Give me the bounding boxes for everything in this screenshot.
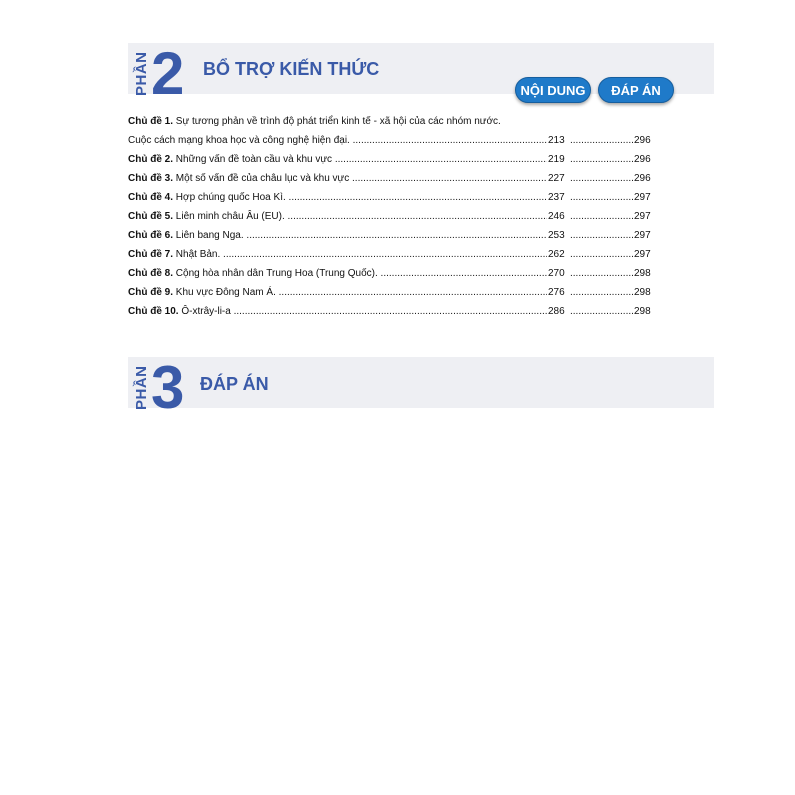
answers-button[interactable]: ĐÁP ÁN [598, 77, 674, 103]
toc-row[interactable] [128, 248, 658, 262]
part2-word: PHẦN [133, 51, 150, 96]
part3-word: PHẦN [133, 365, 150, 410]
toc-row[interactable] [128, 115, 658, 129]
toc-topic-title: Sự tương phản về trình độ phát triển kinh tế - xã hội của các nhóm nước. [175, 116, 501, 127]
toc-entry-text [128, 210, 547, 224]
part2-number: 2 [151, 40, 185, 107]
toc-content-page: 227 [548, 173, 565, 184]
toc-topic-title: Hợp chúng quốc Hoa Kì. [175, 192, 286, 203]
toc-topic-title: Liên minh châu Âu (EU). [175, 211, 285, 222]
toc-topic-title: Nhật Bản. [175, 249, 221, 260]
part2-title: BỔ TRỢ KIẾN THỨC [203, 59, 380, 79]
toc-topic-title: Cuộc cách mạng khoa học và công nghệ hiện đại. [128, 135, 350, 146]
toc-topic-title: Cộng hòa nhân dân Trung Hoa (Trung Quốc). [175, 268, 378, 279]
toc-topic-label: Chủ đề 9. [128, 287, 174, 298]
toc-content-page: 270 [548, 268, 565, 279]
toc-row[interactable] [128, 153, 658, 167]
part3-title: ĐÁP ÁN [200, 374, 269, 394]
toc-content-page: 276 [548, 287, 565, 298]
toc-topic-label: Chủ đề 8. [128, 268, 174, 279]
toc-row[interactable] [128, 172, 658, 186]
toc-leader-dots [570, 172, 634, 186]
toc-answer-page: 296 [634, 173, 651, 184]
toc-topic-title: Ô-xtrây-li-a [181, 306, 231, 317]
toc-content-page: 262 [548, 249, 565, 260]
toc-leader-dots [570, 191, 634, 205]
toc-entry-text [128, 267, 547, 281]
toc-entry-text [128, 134, 547, 148]
toc-topic-title: Khu vực Đông Nam Á. [175, 287, 276, 298]
toc-entry-text [128, 305, 547, 319]
toc-topic-label: Chủ đề 4. [128, 192, 174, 203]
toc-answer-page: 297 [634, 249, 651, 260]
toc-content-page: 213 [548, 135, 565, 146]
toc-entry-text [128, 115, 547, 129]
toc-answer-page: 296 [634, 154, 651, 165]
toc-entry-text [128, 248, 547, 262]
toc-content-page: 246 [548, 211, 565, 222]
toc-topic-label: Chủ đề 5. [128, 211, 174, 222]
toc-leader-dots [570, 210, 634, 224]
toc-answer-page: 297 [634, 230, 651, 241]
toc-row[interactable] [128, 134, 658, 148]
toc-leader-dots [570, 248, 634, 262]
toc-leader-dots [570, 153, 634, 167]
toc-leader-dots [570, 286, 634, 300]
toc-row[interactable] [128, 286, 658, 300]
toc-entry-text [128, 172, 547, 186]
toc-row[interactable] [128, 267, 658, 281]
part3-number: 3 [151, 354, 185, 421]
toc-entry-text [128, 229, 547, 243]
toc-leader-dots [570, 305, 634, 319]
toc-row[interactable] [128, 305, 658, 319]
toc-leader-dots [570, 267, 634, 281]
toc-answer-page: 296 [634, 135, 651, 146]
toc-content-page: 286 [548, 306, 565, 317]
toc-content-page: 237 [548, 192, 565, 203]
toc-topic-label: Chủ đề 7. [128, 249, 174, 260]
toc-leader-dots [570, 229, 634, 243]
toc-answer-page: 298 [634, 306, 651, 317]
toc-entry-text [128, 153, 547, 167]
toc-topic-label: Chủ đề 1. [128, 116, 174, 127]
toc-topic-label: Chủ đề 6. [128, 230, 174, 241]
toc-answer-page: 297 [634, 211, 651, 222]
toc-entry-text [128, 191, 547, 205]
toc-topic-label: Chủ đề 3. [128, 173, 174, 184]
toc-answer-page: 298 [634, 268, 651, 279]
toc-topic-label: Chủ đề 2. [128, 154, 174, 165]
toc-topic-title: Liên bang Nga. [175, 230, 244, 241]
toc-leader-dots [570, 134, 634, 148]
toc-topic-title: Những vấn đề toàn cầu và khu vực [175, 154, 333, 165]
toc-row[interactable] [128, 210, 658, 224]
toc-topic-title: Một số vấn đề của châu lục và khu vực [175, 173, 350, 184]
toc-topic-label: Chủ đề 10. [128, 306, 179, 317]
toc-content-page: 253 [548, 230, 565, 241]
toc-content-page: 219 [548, 154, 565, 165]
toc-entry-text [128, 286, 547, 300]
toc-answer-page: 298 [634, 287, 651, 298]
toc-row[interactable] [128, 191, 658, 205]
toc-row[interactable] [128, 229, 658, 243]
toc-answer-page: 297 [634, 192, 651, 203]
content-button[interactable]: NỘI DUNG [515, 77, 591, 103]
